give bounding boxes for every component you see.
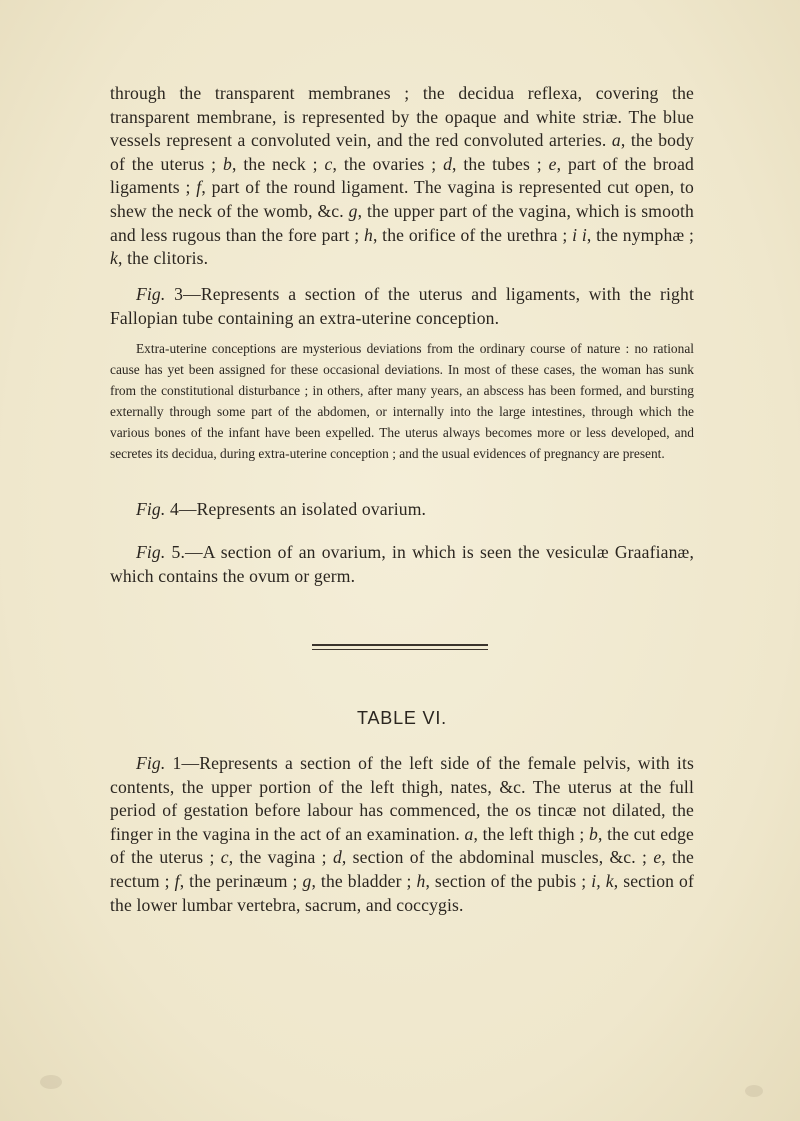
fig-1-text: Fig. 1—Represents a section of the left side of the female pelvis, with its contents, the upper portion of the left thigh, nates, &c. The uterus at the full period of gestation before labour has commenced, the os tincæ not dilated, the finger in the vagina in the act of an examination. a, the left thigh ; b, the cut edge of the uterus ; c, the vagina ; d, section of the abdominal muscles, &c. ; e, the rectum ; f, the perinæum ; g, the bladder ; h, section of the pubis ; i, k, section of the lower lumbar vertebra, sacrum, and coccygis. — [110, 753, 695, 915]
fig-1-caption — [110, 752, 694, 917]
fig-1-label: Fig. — [136, 753, 166, 773]
table-title: TABLE VI. — [357, 708, 447, 728]
fig-5-text: Fig. 5.—A section of an ovarium, in which is seen the vesiculæ Graafianæ, which contains the ovum or germ. — [110, 542, 694, 586]
paragraph-continuation — [110, 82, 694, 271]
fig-4-caption — [110, 498, 694, 522]
fig-4-label: Fig. — [136, 499, 166, 519]
fig-3-label: Fig. — [136, 284, 166, 304]
paper-stain — [40, 1075, 62, 1089]
separator-rule-bottom — [312, 649, 488, 650]
fig-4-text: Fig. 4—Represents an isolated ovarium. — [136, 499, 427, 519]
paragraph-text: through the transparent membranes ; the decidua reflexa, covering the transparent membrane, is represented by the opaque and white striæ. The blue vessels represent a convoluted vein, and the red convoluted arteries. a, the body of the uterus ; b, the neck ; c, the ovaries ; d, the tubes ; e, part of the broad ligaments ; f, part of the round ligament. The vagina is represented cut open, to shew the neck of the womb, &c. g, the upper part of the vagina, which is smooth and less rugous than the fore part ; h, the orifice of the urethra ; i i, the nymphæ ; k, the clitoris. — [110, 83, 695, 269]
paper-stain — [745, 1085, 763, 1097]
note-text: Extra-uterine conceptions are mysterious deviations from the ordinary course of nature : no rational cause has yet been assigned for these occasional deviations. In most of these cases, the woman has sunk from the constitutional disturbance ; in others, after many years, an abscess has been formed, and bursting externally through some part of the abdomen, or internally into the large intestines, through which the various bones of the infant have been expelled. The uterus always becomes more or less developed, and secretes its decidua, during extra-uterine conception ; and the usual evidences of pregnancy are present. — [110, 341, 694, 461]
extra-uterine-note — [110, 338, 694, 464]
fig-5-label: Fig. — [136, 542, 166, 562]
fig-3-text: Fig. 3—Represents a section of the uterus and ligaments, with the right Fallopian tube containing an extra-uterine conception. — [110, 284, 694, 328]
fig-3-caption — [110, 283, 694, 330]
separator-rule-top — [312, 644, 488, 646]
fig-5-caption — [110, 541, 694, 588]
